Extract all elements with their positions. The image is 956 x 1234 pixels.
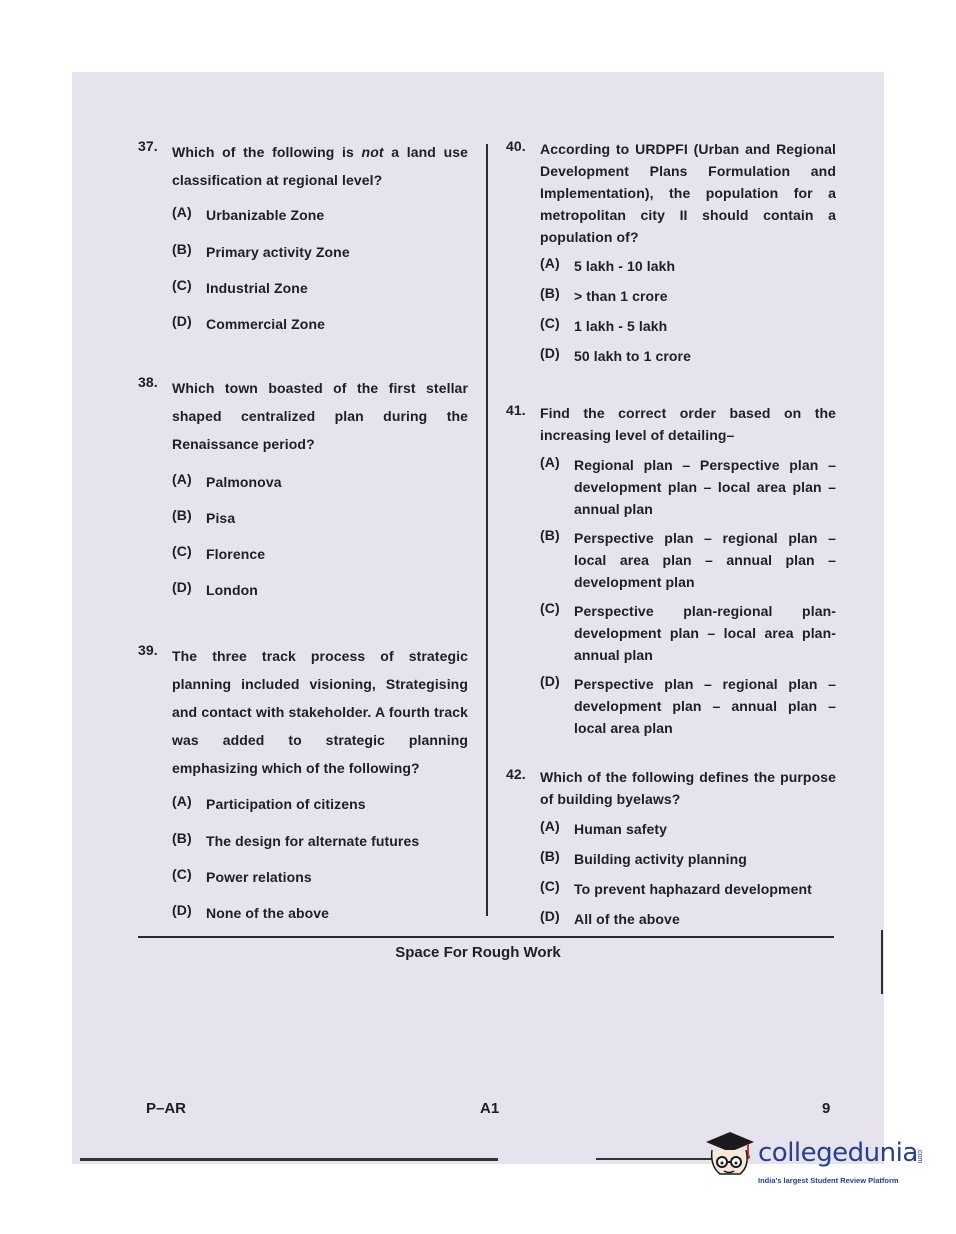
column-divider — [486, 144, 488, 916]
question-stem: Which town boasted of the first stellar shaped centralized plan during the Renaissance period? — [172, 380, 468, 452]
question-stem: The three track process of strategic planning included visioning, Strategising and contact with stakeholder. A fourth track was added to strategic planning emphasizing which of the following? — [172, 648, 468, 776]
option-d[interactable]: (D) 50 lakh to 1 crore — [540, 345, 691, 364]
option-b[interactable]: (B) > than 1 crore — [540, 285, 668, 304]
option-b[interactable]: (B) The design for alternate futures — [172, 830, 420, 849]
option-c[interactable]: (C) 1 lakh - 5 lakh — [540, 315, 668, 334]
option-b[interactable]: (B) Pisa — [172, 507, 236, 526]
option-a[interactable]: (A) Participation of citizens — [172, 793, 366, 812]
bottom-rule-short — [596, 1158, 716, 1160]
question-number: 40. — [506, 138, 526, 154]
question-number: 42. — [506, 766, 526, 782]
question-38 — [138, 374, 468, 458]
rough-work-label: Space For Rough Work — [395, 944, 561, 961]
question-stem: Which of the following is not a land use classification at regional level? — [172, 144, 468, 188]
option-b[interactable]: (B) Perspective plan – regional plan – local area plan – annual plan – development plan — [540, 527, 836, 590]
footer-set-code: A1 — [480, 1100, 500, 1117]
question-number: 38. — [138, 374, 158, 390]
question-40 — [506, 138, 836, 248]
option-d[interactable]: (D) All of the above — [540, 908, 680, 927]
option-c[interactable]: (C) Industrial Zone — [172, 277, 308, 296]
question-39 — [138, 642, 468, 782]
question-stem: Find the correct order based on the increasing level of detailing– — [540, 405, 836, 443]
question-stem: Which of the following defines the purpose of building byelaws? — [540, 769, 836, 807]
rough-work-rule — [138, 936, 834, 938]
logo-tagline: India's largest Student Review Platform — [758, 1176, 899, 1185]
option-a[interactable]: (A) Human safety — [540, 818, 668, 837]
question-stem: According to URDPFI (Urban and Regional Development Plans Formulation and Implementation), the population for a metropolitan city II should contain a population of? — [540, 141, 836, 245]
option-b[interactable]: (B) Primary activity Zone — [172, 241, 350, 260]
option-b[interactable]: (B) Building activity planning — [540, 848, 747, 867]
graduate-cap-icon — [700, 1128, 758, 1192]
footer-page-number: 9 — [822, 1100, 831, 1117]
option-c[interactable]: (C) Power relations — [172, 866, 312, 885]
question-41 — [506, 402, 836, 446]
page-edge-mark — [881, 930, 883, 994]
logo-wordmark: collegedunia — [758, 1138, 918, 1168]
option-a[interactable]: (A) Urbanizable Zone — [172, 204, 325, 223]
option-a[interactable]: (A) Palmonova — [172, 471, 282, 490]
footer-paper-code: P–AR — [146, 1100, 187, 1117]
option-c[interactable]: (C) To prevent haphazard development — [540, 878, 812, 897]
option-a[interactable]: (A) Regional plan – Perspective plan – development plan – local area plan – annual plan — [540, 454, 836, 517]
question-number: 41. — [506, 402, 526, 418]
option-c[interactable]: (C) Florence — [172, 543, 266, 562]
option-d[interactable]: (D) London — [172, 579, 258, 598]
question-37 — [138, 138, 468, 194]
option-d[interactable]: (D) Commercial Zone — [172, 313, 325, 332]
collegedunia-logo — [700, 1128, 940, 1198]
emphasis: not — [361, 144, 384, 160]
question-number: 37. — [138, 138, 158, 154]
option-d[interactable]: (D) None of the above — [172, 902, 330, 921]
question-42 — [506, 766, 836, 810]
option-d[interactable]: (D) Perspective plan – regional plan – development plan – annual plan – local area plan — [540, 673, 836, 736]
question-number: 39. — [138, 642, 158, 658]
logo-domain-suffix: .com — [916, 1148, 923, 1164]
option-c[interactable]: (C) Perspective plan-regional plan-development plan – local area plan-annual plan — [540, 600, 836, 663]
option-a[interactable]: (A) 5 lakh - 10 lakh — [540, 255, 676, 274]
bottom-rule — [80, 1158, 498, 1161]
